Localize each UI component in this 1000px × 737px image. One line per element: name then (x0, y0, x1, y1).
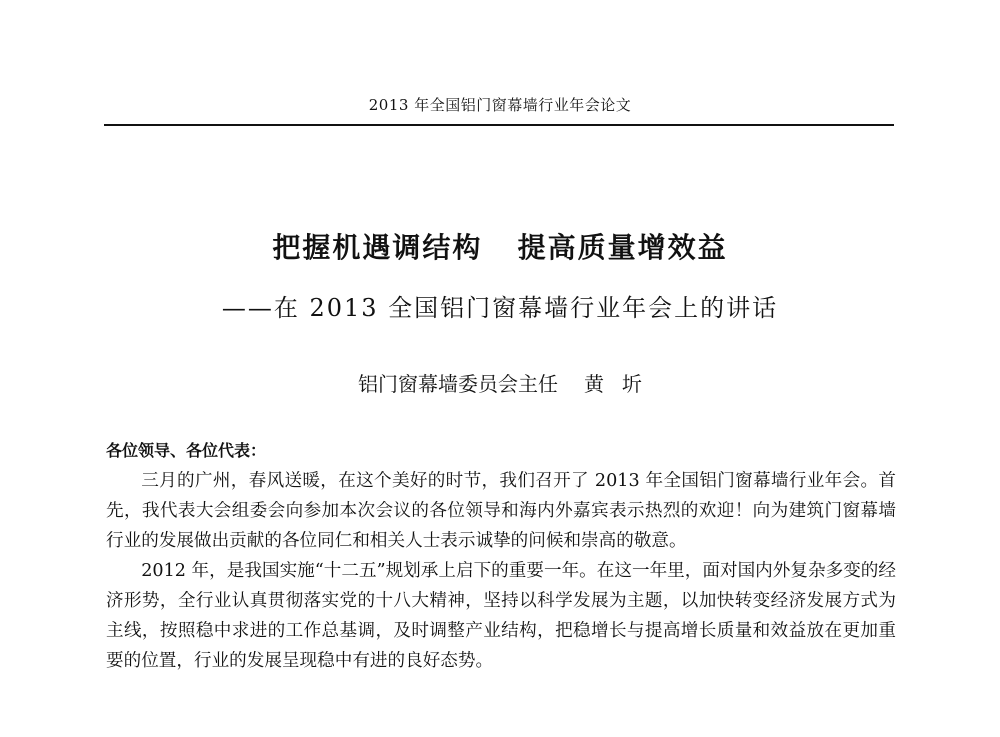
running-header: 2013 年全国铝门窗幕墙行业年会论文 (368, 96, 632, 114)
title-part-1: 把握机遇调结构 (272, 231, 483, 264)
author-name-second: 圻 (622, 372, 642, 396)
salutation: 各位领导、各位代表： (106, 441, 267, 460)
article-subtitle: ——在 2013 全国铝门窗幕墙行业年会上的讲话 (221, 294, 779, 322)
title-part-2: 提高质量增效益 (517, 231, 728, 264)
paragraph: 三月的广州，春风送暖，在这个美好的时节，我们召开了 2013 年全国铝门窗幕墙行业年会。首先，我代表大会组委会向参加本次会议的各位领导和海内外嘉宾表示热烈的欢迎！向为建筑门窗幕墙行业的发展做出贡献的各位同仁和相关人士表示诚挚的问候和崇高的敬意。 (106, 471, 896, 551)
author-line (0, 368, 1000, 397)
header-rule (104, 124, 894, 126)
author-name-first: 黄 (584, 372, 604, 396)
paragraph: 2012 年，是我国实施“十二五”规划承上启下的重要一年。在这一年里，面对国内外复杂多变的经济形势，全行业认真贯彻落实党的十八大精神，坚持以科学发展为主题，以加快转变经济发展方式为主线，按照稳中求进的工作总基调，及时调整产业结构，把稳增长与提高增长质量和效益放在更加重要的位置，行业的发展呈现稳中有进的良好态势。 (106, 561, 896, 671)
body-text (106, 436, 896, 676)
article-title (0, 226, 1000, 266)
author-role: 铝门窗幕墙委员会主任 (358, 372, 558, 396)
